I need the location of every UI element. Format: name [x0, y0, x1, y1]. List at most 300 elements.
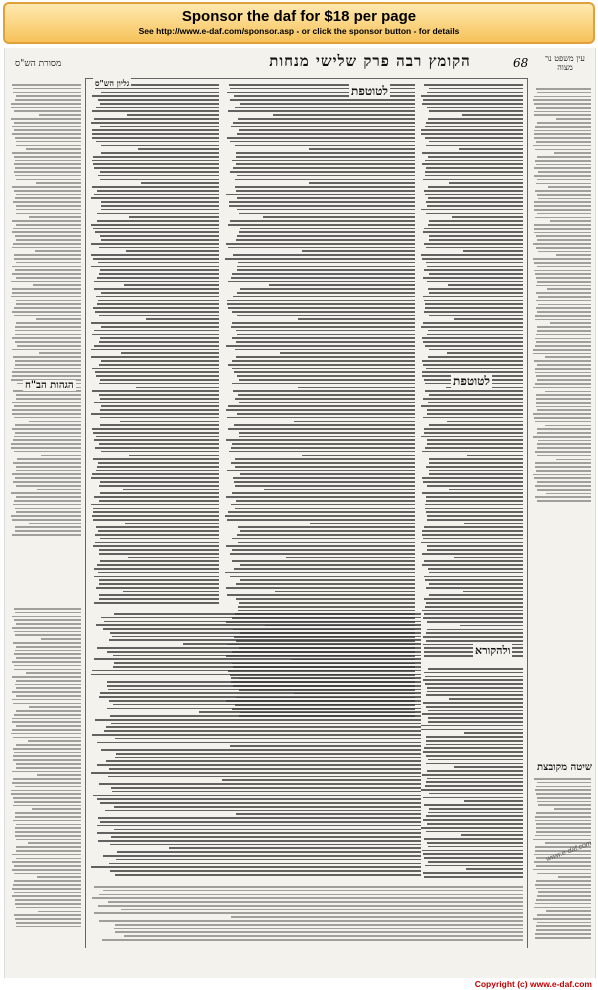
text-line	[146, 318, 219, 320]
text-line	[97, 647, 421, 649]
text-line	[230, 141, 415, 143]
text-line	[536, 831, 591, 833]
sponsor-subtitle[interactable]: See http://www.e-daf.com/sponsor.asp - or click the sponsor button - for details	[138, 26, 460, 36]
text-line	[535, 149, 591, 151]
text-line	[100, 171, 219, 173]
text-line	[427, 778, 523, 780]
text-line	[232, 368, 415, 370]
text-line	[421, 405, 523, 407]
text-line	[16, 496, 81, 498]
text-line	[425, 504, 523, 506]
text-line	[533, 869, 591, 871]
text-line	[12, 699, 81, 701]
text-line	[94, 912, 523, 914]
text-line	[454, 318, 523, 320]
text-line	[427, 439, 523, 441]
text-line	[16, 394, 81, 396]
text-line	[554, 152, 591, 154]
text-line	[91, 413, 219, 415]
text-line	[99, 383, 219, 385]
text-line	[108, 776, 421, 778]
text-line	[426, 213, 523, 215]
text-line	[36, 318, 81, 320]
text-line	[230, 576, 415, 578]
text-line	[11, 118, 81, 120]
text-line	[556, 254, 592, 256]
text-line	[92, 897, 523, 899]
text-line	[428, 197, 523, 199]
text-line	[93, 307, 219, 309]
text-line	[424, 857, 523, 859]
text-line	[110, 870, 421, 872]
text-line	[99, 894, 523, 896]
text-line	[537, 330, 591, 332]
text-line	[14, 669, 81, 671]
text-line	[236, 583, 415, 585]
text-line	[464, 732, 523, 734]
text-line	[538, 304, 591, 306]
text-line	[13, 737, 81, 739]
text-line	[101, 405, 219, 407]
text-line	[537, 914, 591, 916]
text-line	[13, 755, 81, 757]
text-line	[423, 231, 523, 233]
text-line	[237, 413, 415, 415]
copyright-link[interactable]: Copyright (c) www.e-daf.com	[474, 979, 592, 989]
text-line	[536, 300, 591, 302]
text-line	[225, 258, 415, 260]
text-line	[535, 884, 591, 886]
text-line	[102, 939, 523, 941]
text-line	[16, 687, 81, 689]
text-line	[421, 326, 523, 328]
text-line	[426, 744, 523, 746]
text-line	[103, 628, 421, 630]
text-line	[128, 557, 219, 559]
text-line	[97, 303, 219, 305]
text-line	[237, 175, 415, 177]
text-line	[422, 553, 523, 555]
text-line	[310, 523, 415, 525]
text-line	[427, 770, 523, 772]
text-line	[237, 235, 415, 237]
text-line	[426, 201, 523, 203]
text-line	[537, 409, 591, 411]
text-line	[536, 857, 591, 859]
text-line	[15, 330, 81, 332]
text-line	[94, 602, 219, 604]
text-line	[537, 455, 591, 457]
text-line	[537, 432, 591, 434]
text-line	[427, 443, 523, 445]
text-line	[107, 681, 421, 683]
text-line	[232, 322, 415, 324]
text-line	[235, 485, 415, 487]
text-line	[97, 742, 421, 744]
text-line	[236, 239, 415, 241]
text-line	[11, 492, 81, 494]
text-line	[39, 352, 81, 354]
text-line	[422, 103, 523, 105]
text-line	[534, 175, 591, 177]
text-line	[428, 710, 523, 712]
text-line	[236, 152, 415, 154]
text-line	[556, 459, 591, 461]
text-line	[424, 804, 523, 806]
text-line	[231, 447, 415, 449]
text-line	[533, 243, 591, 245]
text-line	[237, 133, 415, 135]
text-line	[16, 926, 81, 928]
text-line	[113, 704, 421, 706]
text-line	[16, 657, 81, 659]
text-line	[14, 880, 81, 882]
text-line	[15, 812, 81, 814]
text-line	[537, 179, 591, 181]
text-line	[547, 288, 591, 290]
text-line	[98, 262, 219, 264]
text-line	[235, 458, 415, 460]
text-line	[97, 564, 219, 566]
text-line	[423, 872, 523, 874]
text-line	[237, 534, 415, 536]
text-line	[14, 156, 81, 158]
text-line	[535, 835, 591, 837]
text-line	[227, 519, 415, 521]
text-line	[91, 322, 219, 324]
text-line	[533, 353, 591, 355]
text-line	[421, 209, 523, 211]
text-line	[421, 133, 523, 135]
text-line	[99, 696, 421, 698]
text-line	[16, 623, 81, 625]
text-line	[96, 526, 219, 528]
text-line	[462, 114, 523, 116]
text-line	[428, 330, 523, 332]
text-line	[92, 137, 219, 139]
text-line	[423, 702, 523, 704]
text-line	[429, 458, 523, 460]
text-line	[15, 526, 81, 528]
text-line	[231, 326, 415, 328]
text-line	[92, 110, 219, 112]
text-line	[233, 390, 415, 392]
text-line	[232, 360, 415, 362]
text-line	[16, 744, 81, 746]
text-line	[534, 201, 591, 203]
text-line	[117, 851, 421, 853]
text-line	[449, 698, 523, 700]
text-line	[12, 337, 81, 339]
text-line	[240, 530, 415, 532]
text-line	[424, 598, 523, 600]
text-line	[536, 402, 591, 404]
tosafot-column	[91, 84, 219, 609]
text-line	[96, 470, 219, 472]
text-line	[422, 564, 523, 566]
margin-watermark: www.e-daf.com	[545, 840, 593, 863]
text-line	[11, 107, 81, 109]
text-line	[127, 114, 219, 116]
text-line	[424, 432, 523, 434]
text-line	[425, 126, 523, 128]
text-line	[12, 292, 81, 294]
text-line	[535, 315, 591, 317]
text-line	[449, 489, 523, 491]
text-line	[423, 179, 523, 181]
text-line	[536, 888, 591, 890]
text-line	[13, 748, 81, 750]
right-margin-header: עין משפט נר מצוה	[545, 54, 585, 72]
text-line	[558, 876, 591, 878]
text-line	[109, 700, 421, 702]
text-line	[424, 672, 523, 674]
text-line	[11, 296, 81, 298]
text-line	[97, 466, 219, 468]
text-line	[535, 338, 591, 340]
text-line	[99, 341, 219, 343]
text-line	[427, 485, 523, 487]
text-line	[12, 409, 81, 411]
text-line	[15, 835, 81, 837]
text-line	[12, 627, 81, 629]
text-line	[230, 220, 415, 222]
text-line	[114, 662, 421, 664]
text-line	[427, 823, 523, 825]
text-line	[14, 110, 81, 112]
text-line	[227, 470, 415, 472]
text-line	[536, 793, 591, 795]
text-line	[534, 205, 591, 207]
text-line	[426, 755, 523, 757]
text-line	[91, 122, 219, 124]
text-line	[93, 545, 219, 547]
text-line	[16, 485, 81, 487]
text-line	[449, 182, 523, 184]
text-line	[429, 470, 523, 472]
text-line	[535, 451, 591, 453]
text-line	[14, 258, 81, 260]
text-line	[100, 481, 219, 483]
text-line	[535, 933, 591, 935]
text-line	[422, 337, 523, 339]
text-line	[536, 929, 591, 931]
text-line	[237, 375, 415, 377]
sponsor-title[interactable]: Sponsor the daf for $18 per page	[181, 8, 417, 25]
text-line	[99, 579, 219, 581]
text-line	[423, 296, 523, 298]
text-line	[39, 114, 81, 116]
text-line	[99, 598, 219, 600]
text-line	[427, 413, 523, 415]
text-line	[535, 462, 591, 464]
text-line	[423, 853, 523, 855]
text-line	[426, 368, 523, 370]
text-line	[533, 918, 591, 920]
text-line	[26, 672, 81, 674]
text-line	[13, 462, 81, 464]
text-line	[99, 273, 219, 275]
text-line	[16, 95, 81, 97]
text-line	[233, 477, 415, 479]
text-line	[240, 473, 415, 475]
text-line	[14, 315, 81, 317]
text-line	[424, 876, 523, 878]
text-line	[536, 235, 591, 237]
text-line	[13, 356, 81, 358]
text-line	[94, 194, 219, 196]
text-line	[29, 706, 81, 708]
text-line	[16, 224, 81, 226]
text-line	[536, 470, 591, 472]
text-line	[12, 186, 81, 188]
text-line	[421, 95, 523, 97]
text-line	[101, 451, 219, 453]
text-line	[536, 823, 591, 825]
text-line	[15, 786, 81, 788]
text-line	[429, 239, 523, 241]
text-line	[429, 273, 523, 275]
text-line	[14, 619, 81, 621]
text-line	[12, 473, 81, 475]
folio-number: 68	[513, 56, 529, 70]
text-line	[538, 296, 591, 298]
text-line	[230, 745, 421, 747]
text-line	[428, 861, 523, 863]
text-line	[94, 288, 219, 290]
text-line	[121, 352, 219, 354]
text-line	[424, 243, 523, 245]
text-line	[537, 873, 591, 875]
text-line	[537, 266, 591, 268]
text-line	[12, 721, 81, 723]
text-line	[533, 413, 591, 415]
text-line	[537, 213, 591, 215]
text-line	[94, 402, 219, 404]
text-line	[234, 481, 415, 483]
text-line	[13, 797, 81, 799]
text-line	[98, 300, 219, 302]
text-line	[533, 387, 591, 389]
text-line	[237, 209, 415, 211]
text-line	[536, 394, 591, 396]
text-line	[537, 782, 591, 784]
text-line	[97, 825, 421, 827]
text-line	[236, 330, 415, 332]
text-line	[29, 523, 81, 525]
text-line	[14, 500, 81, 502]
text-line	[14, 129, 81, 131]
text-line	[13, 201, 81, 203]
text-line	[235, 107, 415, 109]
text-line	[101, 360, 219, 362]
text-line	[537, 239, 591, 241]
text-line	[141, 182, 219, 184]
text-line	[537, 156, 591, 158]
text-line	[238, 610, 415, 612]
text-line	[15, 334, 81, 336]
text-line	[13, 481, 81, 483]
text-line	[429, 394, 523, 396]
text-line	[422, 451, 523, 453]
text-line	[16, 824, 81, 826]
text-line	[426, 167, 523, 169]
text-line	[534, 907, 591, 909]
text-line	[91, 243, 219, 245]
text-line	[41, 638, 81, 640]
text-line	[422, 371, 523, 373]
text-line	[100, 179, 219, 181]
text-line	[100, 126, 219, 128]
text-line	[428, 224, 523, 226]
text-line	[12, 266, 81, 268]
text-line	[280, 352, 415, 354]
text-line	[239, 436, 415, 438]
text-line	[12, 152, 81, 154]
text-line	[15, 530, 81, 532]
text-line	[235, 508, 415, 510]
text-line	[534, 477, 591, 479]
text-line	[12, 311, 81, 313]
text-line	[101, 205, 219, 207]
text-line	[92, 160, 219, 162]
text-line	[96, 436, 219, 438]
text-line	[536, 334, 591, 336]
text-line	[91, 349, 219, 351]
text-line	[108, 689, 421, 691]
text-line	[13, 703, 81, 705]
text-line	[427, 629, 523, 631]
text-line	[12, 247, 81, 249]
text-line	[425, 865, 523, 867]
left-margin-notes-lower	[11, 608, 81, 938]
text-line	[12, 729, 81, 731]
talmud-page	[4, 48, 596, 978]
text-line	[97, 798, 421, 800]
text-line	[15, 816, 81, 818]
text-line	[112, 791, 421, 793]
text-line	[425, 390, 523, 392]
text-line	[15, 99, 81, 101]
text-line	[28, 842, 81, 844]
text-line	[28, 740, 81, 742]
text-line	[237, 292, 415, 294]
text-line	[536, 865, 591, 867]
text-line	[32, 808, 81, 810]
text-line	[535, 485, 591, 487]
sponsor-banner[interactable]	[3, 2, 595, 44]
text-line	[16, 141, 81, 143]
text-line	[114, 613, 421, 615]
text-line	[17, 458, 81, 460]
text-line	[120, 421, 219, 423]
text-line	[105, 810, 421, 812]
text-line	[233, 254, 415, 256]
text-line	[425, 683, 523, 685]
text-line	[92, 334, 219, 336]
text-line	[16, 839, 81, 841]
text-line	[12, 869, 81, 871]
text-line	[95, 534, 219, 536]
text-line	[429, 88, 523, 90]
text-line	[534, 417, 591, 419]
text-line	[533, 474, 591, 476]
text-line	[423, 679, 523, 681]
text-line	[12, 534, 81, 536]
text-line	[421, 729, 523, 731]
text-line	[16, 767, 81, 769]
text-line	[13, 884, 81, 886]
